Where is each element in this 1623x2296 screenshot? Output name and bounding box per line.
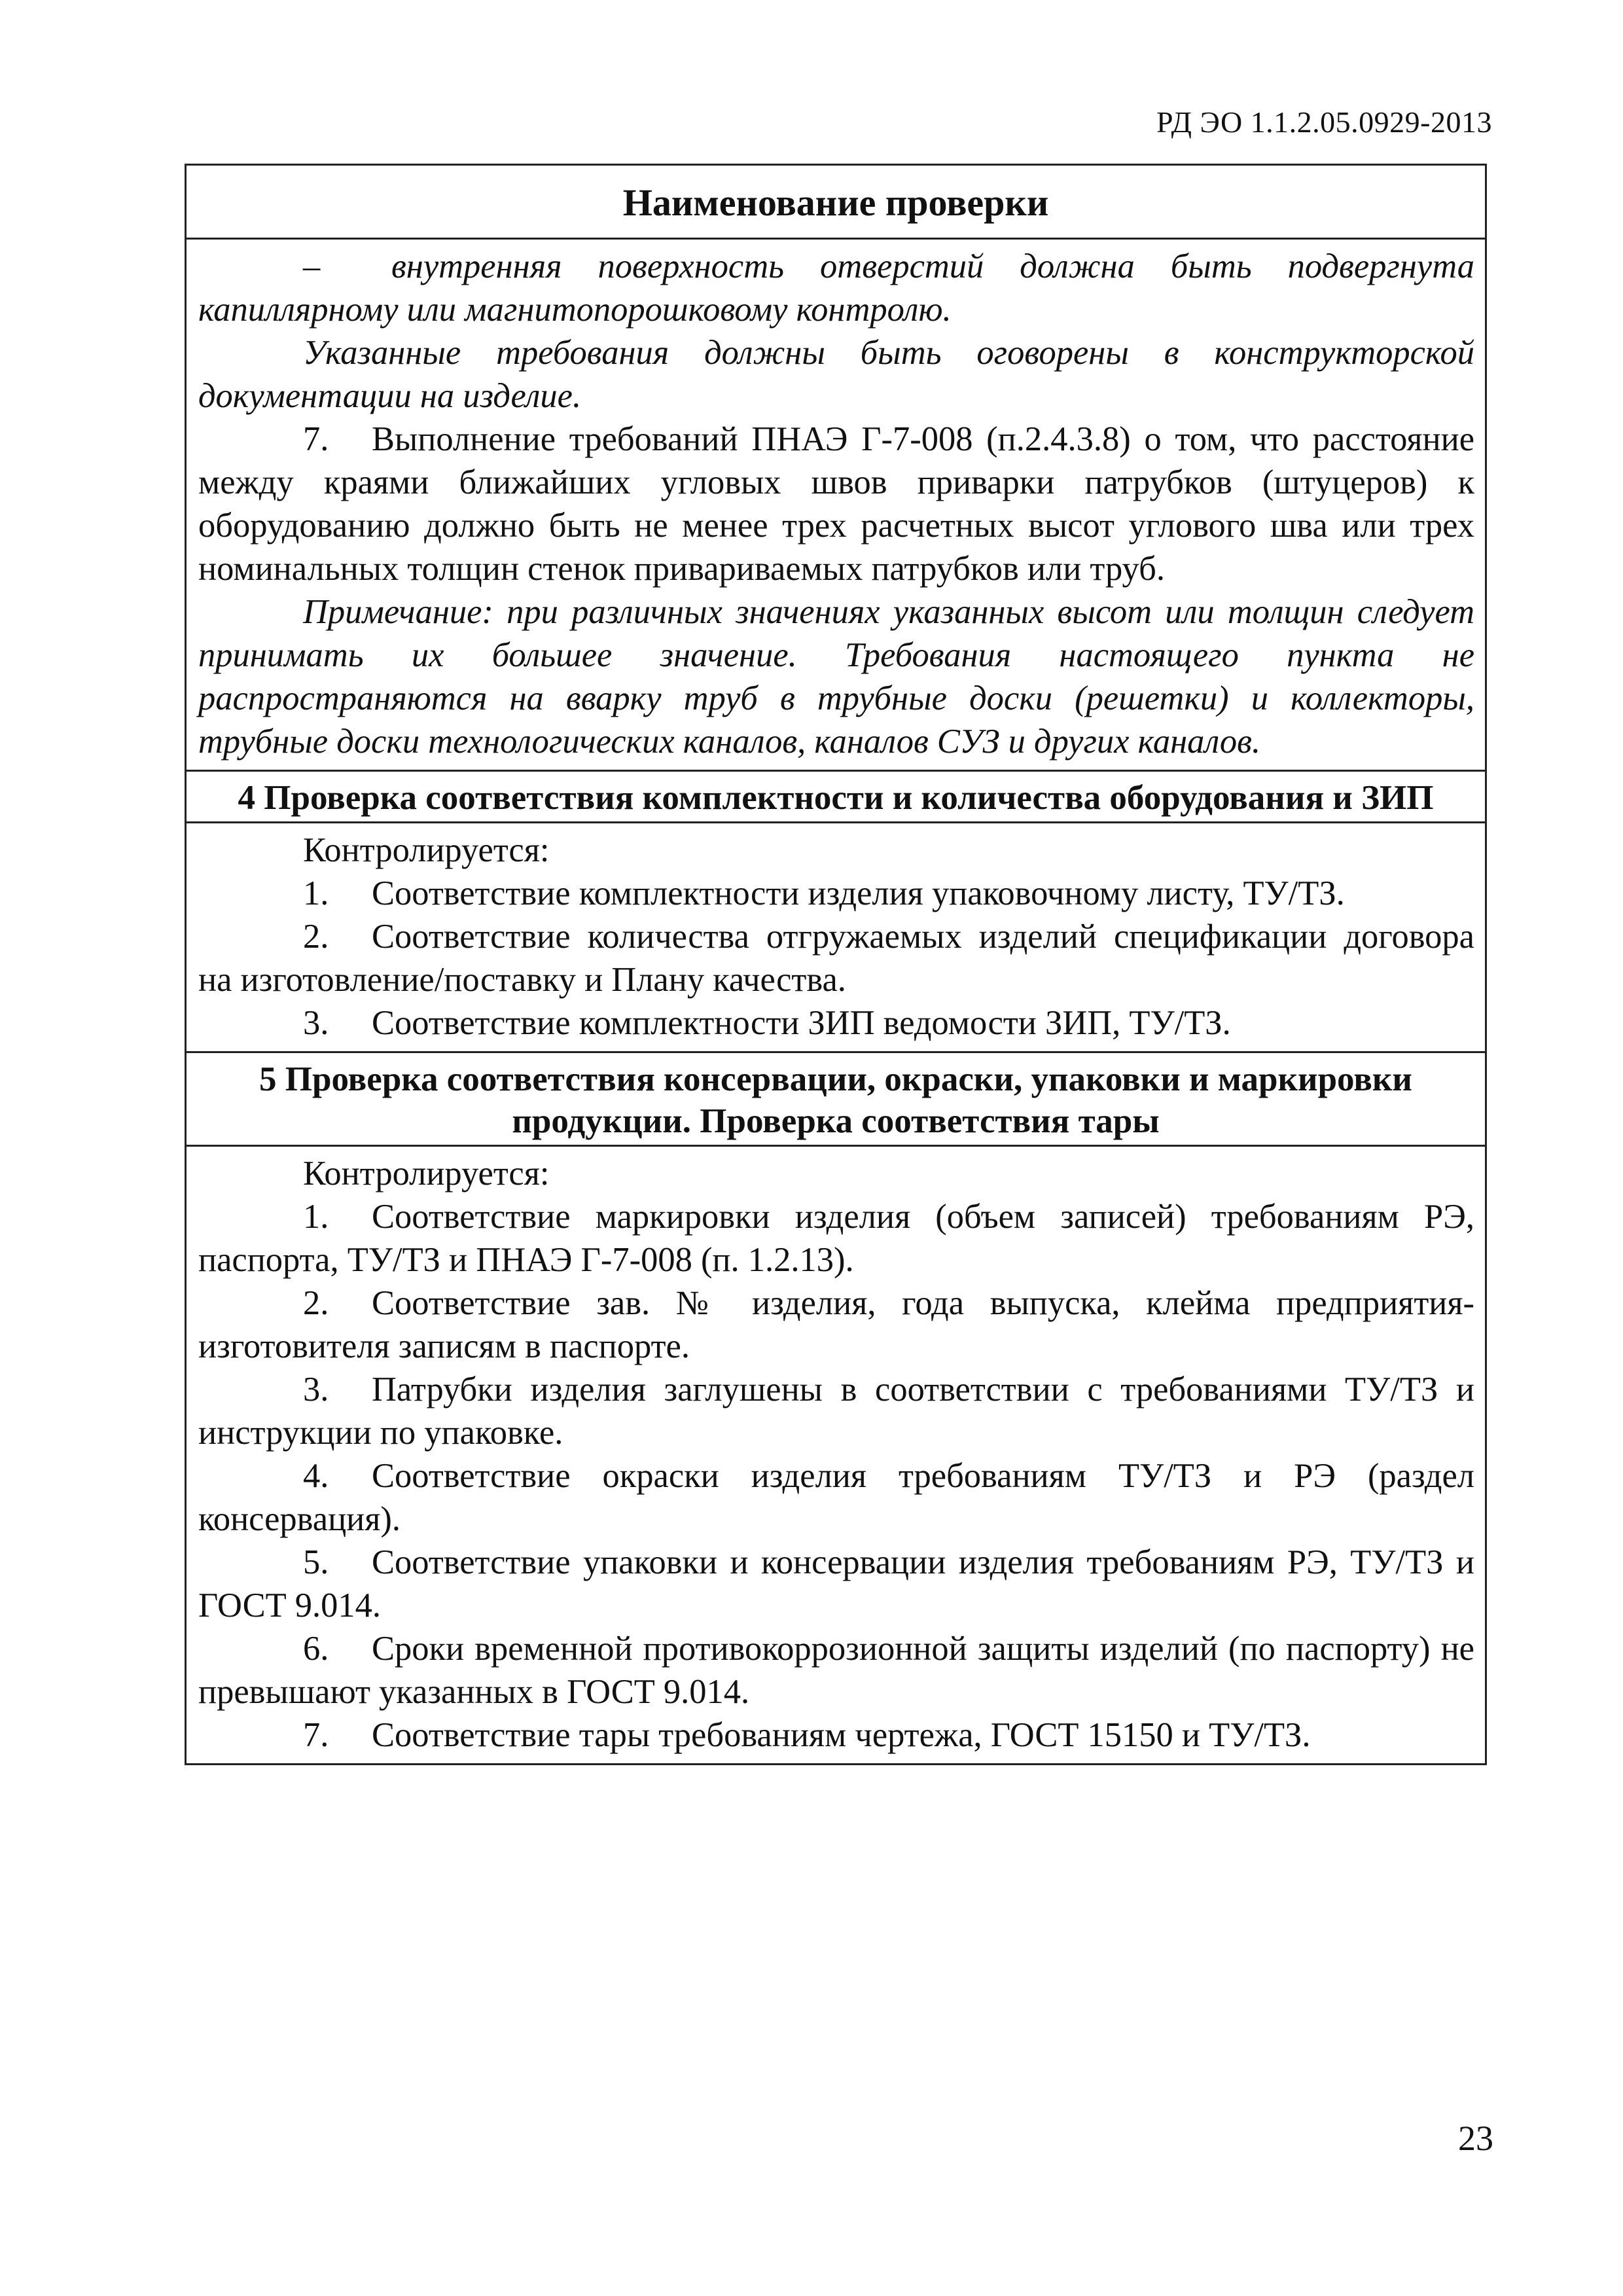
list-item-text: Патрубки изделия заглушены в соответствии с требованиями ТУ/ТЗ и инструкции по упаковке. xyxy=(198,1371,1474,1452)
list-item xyxy=(198,1195,1474,1282)
list-item-number: 6. xyxy=(303,1630,329,1668)
list-item-text: Соответствие зав. № изделия, года выпуска, клейма предприятия-изготовителя записям в паспорте. xyxy=(198,1284,1474,1365)
list-item xyxy=(198,1454,1474,1541)
dash-item-text: внутренняя поверхность отверстий должна быть подвергнута капиллярному или магнитопорошковому контролю. xyxy=(198,247,1474,329)
section-5-intro: Контролируется: xyxy=(303,1155,550,1193)
list-item xyxy=(198,1713,1474,1757)
list-item xyxy=(198,1368,1474,1454)
section-4-intro: Контролируется: xyxy=(303,831,550,869)
inspection-table xyxy=(185,164,1487,1765)
item-7-number: 7. xyxy=(303,420,329,458)
document-code: РД ЭО 1.1.2.05.0929-2013 xyxy=(1156,105,1492,139)
list-item-text: Соответствие окраски изделия требованиям ТУ/ТЗ и РЭ (раздел консервация). xyxy=(198,1457,1474,1538)
list-item-number: 3. xyxy=(303,1371,329,1408)
list-item-text: Соответствие количества отгружаемых изделий спецификации договора на изготовление/поставку и Плану качества. xyxy=(198,918,1474,999)
continuation-cell xyxy=(187,240,1485,772)
list-item xyxy=(198,915,1474,1001)
section-4-body xyxy=(187,823,1485,1053)
item-7 xyxy=(198,418,1474,590)
list-item-text: Соответствие маркировки изделия (объем записей) требованиям РЭ, паспорта, ТУ/ТЗ и ПНАЭ Г-7-008 (п. 1.2.13). xyxy=(198,1198,1474,1279)
dash-item xyxy=(198,245,1474,331)
list-item-number: 7. xyxy=(303,1716,329,1754)
list-item xyxy=(198,1282,1474,1368)
list-item-number: 2. xyxy=(303,918,329,956)
remark-note: Примечание: при различных значениях указанных высот или толщин следует принимать их большее значение. Требования настоящего пункта не распространяются на вварку труб в трубные доски (решетки) и коллекторы, трубные доски технологических каналов, каналов СУЗ и других каналов. xyxy=(198,593,1474,761)
dash-marker: – xyxy=(303,247,321,285)
list-item-number: 3. xyxy=(303,1004,329,1042)
list-item xyxy=(198,1541,1474,1627)
list-item xyxy=(198,872,1474,915)
page-number: 23 xyxy=(1458,2119,1493,2158)
list-item-number: 2. xyxy=(303,1284,329,1322)
list-item-number: 1. xyxy=(303,1198,329,1236)
list-item xyxy=(198,1001,1474,1045)
design-doc-note: Указанные требования должны быть оговорены в конструкторской документации на изделие. xyxy=(198,334,1474,415)
list-item-text: Соответствие тары требованиям чертежа, ГОСТ 15150 и ТУ/ТЗ. xyxy=(372,1716,1311,1754)
list-item-text: Соответствие упаковки и консервации изделия требованиям РЭ, ТУ/ТЗ и ГОСТ 9.014. xyxy=(198,1543,1474,1624)
list-item-text: Сроки временной противокоррозионной защиты изделий (по паспорту) не превышают указанных в ГОСТ 9.014. xyxy=(198,1630,1474,1711)
list-item-number: 1. xyxy=(303,874,329,912)
section-5-body xyxy=(187,1147,1485,1763)
list-item-text: Соответствие комплектности изделия упаковочному листу, ТУ/ТЗ. xyxy=(372,874,1345,912)
list-item-number: 5. xyxy=(303,1543,329,1581)
table-header: Наименование проверки xyxy=(187,166,1485,240)
list-item xyxy=(198,1627,1474,1713)
list-item-text: Соответствие комплектности ЗИП ведомости ЗИП, ТУ/ТЗ. xyxy=(372,1004,1231,1042)
item-7-text: Выполнение требований ПНАЭ Г-7-008 (п.2.4.3.8) о том, что расстояние между краями ближайших угловых швов приварки патрубков (штуцеров) к оборудованию должно быть не менее трех расчетных высот углового шва или трех номинальных толщин стенок привариваемых патрубков или труб. xyxy=(198,420,1474,588)
list-item-number: 4. xyxy=(303,1457,329,1495)
section-5-title: 5 Проверка соответствия консервации, окраски, упаковки и маркировки продукции. Проверка соответствия тары xyxy=(187,1053,1485,1147)
section-4-title: 4 Проверка соответствия комплектности и количества оборудования и ЗИП xyxy=(187,772,1485,823)
